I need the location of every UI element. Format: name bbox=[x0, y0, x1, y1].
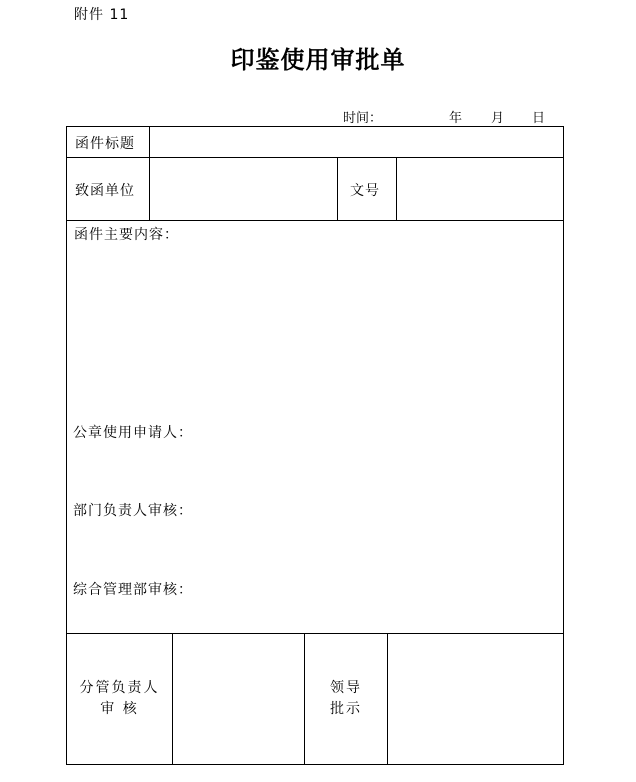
dept-head-review-label: 部门负责人审核： bbox=[73, 503, 193, 519]
leader-approval-field[interactable] bbox=[388, 634, 563, 764]
date-label: 时间： bbox=[343, 111, 383, 126]
general-mgmt-review-label: 综合管理部审核： bbox=[73, 582, 193, 598]
supervisor-review-field[interactable] bbox=[173, 634, 304, 764]
doc-number-label: 文号 bbox=[350, 183, 380, 199]
leader-approval-label bbox=[305, 678, 387, 720]
approval-form-table bbox=[66, 126, 564, 765]
main-content-field[interactable] bbox=[67, 242, 563, 412]
column-divider bbox=[337, 157, 338, 220]
applicant-label: 公章使用申请人： bbox=[73, 425, 193, 441]
supervisor-review-line2: 审 核 bbox=[100, 701, 139, 717]
recipient-unit-field[interactable] bbox=[150, 158, 337, 220]
doc-number-field[interactable] bbox=[397, 158, 563, 220]
date-year-label: 年 bbox=[449, 111, 463, 126]
date-day-label: 日 bbox=[532, 111, 546, 126]
supervisor-review-line1: 分管负责人 bbox=[79, 680, 160, 696]
row-divider bbox=[67, 220, 563, 221]
leader-approval-line1: 领导 bbox=[330, 680, 362, 696]
supervisor-review-label bbox=[67, 678, 172, 720]
date-month-label: 月 bbox=[491, 111, 505, 126]
letter-title-field[interactable] bbox=[150, 127, 563, 157]
recipient-unit-label: 致函单位 bbox=[75, 183, 135, 199]
form-title: 印鉴使用审批单 bbox=[230, 46, 406, 74]
leader-approval-line2: 批示 bbox=[330, 701, 362, 717]
letter-title-label: 函件标题 bbox=[75, 136, 135, 152]
attachment-label: 附件 11 bbox=[74, 7, 130, 23]
main-content-label: 函件主要内容： bbox=[74, 227, 179, 243]
